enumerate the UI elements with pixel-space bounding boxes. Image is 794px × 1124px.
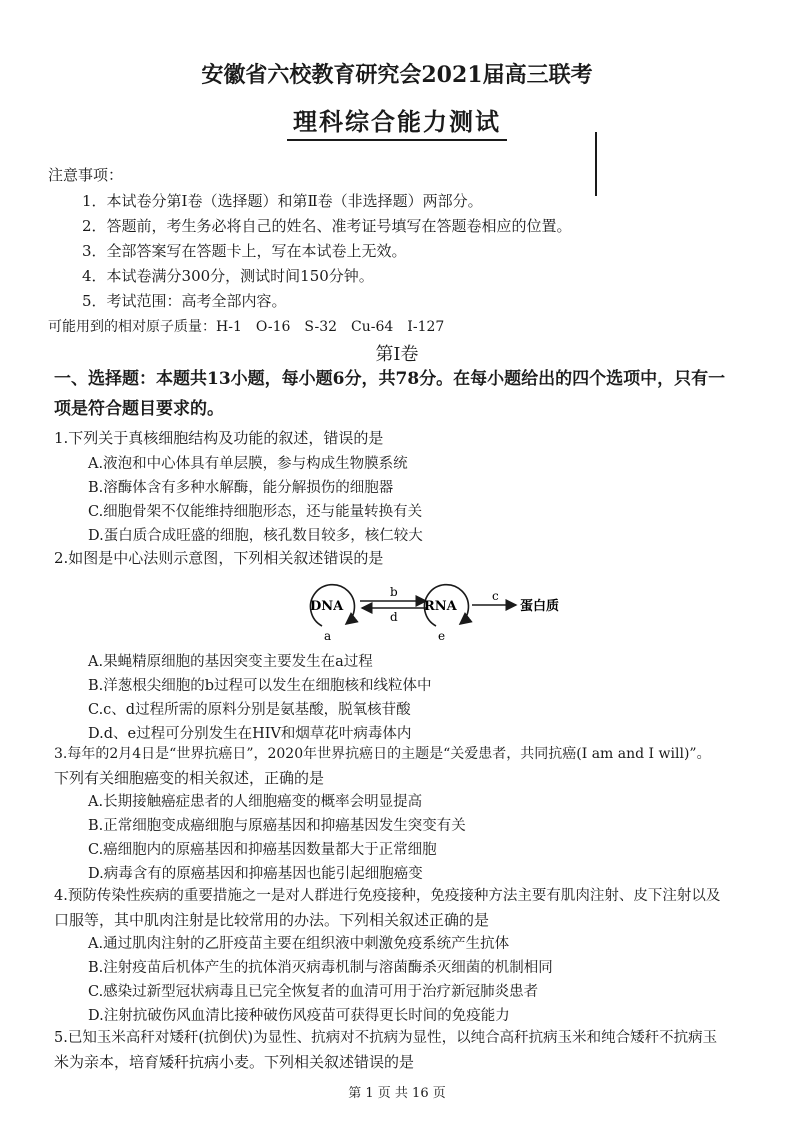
question-2-stem: 2.如图是中心法则示意图，下列相关叙述错误的是 bbox=[54, 549, 384, 567]
question-2-option-c: C.c、d过程所需的原料分别是氨基酸，脱氧核苷酸 bbox=[88, 702, 411, 718]
node-rna: RNA bbox=[424, 599, 457, 614]
question-2-option-d: D.d、e过程可分别发生在HIV和烟草花叶病毒体内 bbox=[88, 726, 412, 742]
question-5-stem-cont: 米为亲本，培育矮秆抗病小麦。下列相关叙述错误的是 bbox=[54, 1053, 415, 1071]
question-5-stem: 5.已知玉米高秆对矮秆(抗倒伏)为显性、抗病对不抗病为显性，以纯合高秆抗病玉米和纯合矮秆不抗病玉 bbox=[54, 1030, 718, 1046]
question-4-stem-cont: 口服等，其中肌肉注射是比较常用的办法。下列相关叙述正确的是 bbox=[54, 911, 490, 929]
question-4-option-b: B.注射疫苗后机体产生的抗体消灭病毒机制与溶菌酶杀灭细菌的机制相同 bbox=[88, 960, 553, 976]
question-1-stem: 1.下列关于真核细胞结构及功能的叙述，错误的是 bbox=[54, 429, 384, 447]
question-3-stem: 3.每年的2月4日是“世界抗癌日”，2020年世界抗癌日的主题是“关爱患者，共同抗癌(I am and I will)”。 bbox=[54, 746, 711, 762]
note-item: 4．本试卷满分300分，测试时间150分钟。 bbox=[82, 267, 374, 285]
node-dna: DNA bbox=[310, 599, 344, 614]
question-2-option-a: A.果蝇精原细胞的基因突变主要发生在a过程 bbox=[88, 654, 373, 670]
exam-subtitle: 理科综合能力测试 bbox=[287, 102, 507, 141]
label-c: c bbox=[492, 589, 499, 603]
question-1-option-d: D.蛋白质合成旺盛的细胞，核孔数目较多，核仁较大 bbox=[88, 528, 423, 544]
question-1-option-b: B.溶酶体含有多种水解酶，能分解损伤的细胞器 bbox=[88, 480, 394, 496]
label-d: d bbox=[390, 610, 398, 624]
section-instruction bbox=[54, 364, 784, 424]
question-4-option-c: C.感染过新型冠状病毒且已完全恢复者的血清可用于治疗新冠肺炎患者 bbox=[88, 984, 539, 1000]
note-item: 3．全部答案写在答题卡上，写在本试卷上无效。 bbox=[82, 242, 407, 260]
exam-title: 安徽省六校教育研究会2021届高三联考 bbox=[201, 62, 593, 88]
label-a: a bbox=[324, 629, 332, 643]
node-protein: 蛋白质 bbox=[520, 599, 560, 614]
question-3-option-a: A.长期接触癌症患者的人细胞癌变的概率会明显提高 bbox=[88, 794, 423, 810]
section-line: 一、选择题：本题共13小题，每小题6分，共78分。在每小题给出的四个选项中，只有一 bbox=[54, 369, 726, 389]
notes-heading: 注意事项： bbox=[48, 166, 124, 184]
question-2-option-b: B.洋葱根尖细胞的b过程可以发生在细胞核和线粒体中 bbox=[88, 678, 432, 694]
atomic-masses: 可能用到的相对原子质量：H-1 O-16 S-32 Cu-64 I-127 bbox=[48, 319, 445, 335]
subtitle-wrap bbox=[0, 102, 794, 141]
question-3-stem-cont: 下列有关细胞癌变的相关叙述，正确的是 bbox=[54, 769, 325, 787]
question-4-option-a: A.通过肌肉注射的乙肝疫苗主要在组织液中刺激免疫系统产生抗体 bbox=[88, 936, 510, 952]
note-item: 5．考试范围：高考全部内容。 bbox=[82, 292, 287, 310]
central-dogma-diagram bbox=[300, 574, 580, 644]
question-1-option-a: A.液泡和中心体具有单层膜，参与构成生物膜系统 bbox=[88, 456, 408, 472]
question-3-option-d: D.病毒含有的原癌基因和抑癌基因也能引起细胞癌变 bbox=[88, 866, 423, 882]
question-3-option-b: B.正常细胞变成癌细胞与原癌基因和抑癌基因发生突变有关 bbox=[88, 818, 466, 834]
question-1-option-c: C.细胞骨架不仅能维持细胞形态，还与能量转换有关 bbox=[88, 504, 423, 520]
margin-line bbox=[595, 132, 597, 196]
note-item: 2．答题前，考生务必将自己的姓名、准考证号填写在答题卷相应的位置。 bbox=[82, 217, 572, 235]
note-item: 1．本试卷分第Ⅰ卷（选择题）和第Ⅱ卷（非选择题）两部分。 bbox=[82, 192, 483, 210]
label-b: b bbox=[390, 585, 398, 599]
section-line: 项是符合题目要求的。 bbox=[54, 399, 224, 419]
question-4-stem: 4.预防传染性疾病的重要措施之一是对人群进行免疫接种，免疫接种方法主要有肌肉注射、皮下注射以及 bbox=[54, 888, 721, 904]
page-footer: 第 1 页 共 16 页 bbox=[348, 1086, 446, 1101]
question-4-option-d: D.注射抗破伤风血清比接种破伤风疫苗可获得更长时间的免疫能力 bbox=[88, 1008, 510, 1024]
label-e: e bbox=[438, 629, 446, 643]
volume-title: 第Ⅰ卷 bbox=[375, 344, 419, 365]
question-3-option-c: C.癌细胞内的原癌基因和抑癌基因数量都大于正常细胞 bbox=[88, 842, 437, 858]
